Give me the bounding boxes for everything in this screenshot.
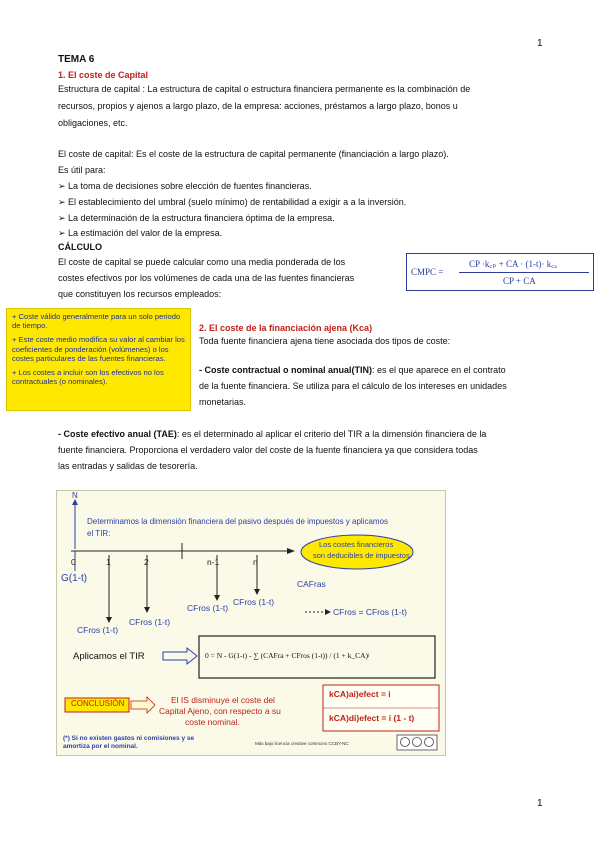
cfros-n1-label: CFros (1-t): [187, 603, 229, 613]
cafras-label: CAFras: [297, 579, 326, 589]
timeline-arrowhead: [287, 548, 295, 554]
tin-line3: monetarias.: [199, 397, 247, 407]
apply-tir-label: Aplicamos el TIR: [73, 651, 145, 662]
tae-text-1: : es el determinado al aplicar el criterio del TIR a la dimensión financiera de la: [176, 429, 487, 439]
bullet-item: ➢ La estimación del valor de la empresa.: [58, 228, 223, 238]
useful-for-label: Es útil para:: [58, 165, 106, 175]
k-result-2: kCA)di)efect = i (1 - t): [329, 713, 415, 723]
footnote-line2: amortiza por el nominal.: [63, 743, 138, 750]
tir-arrow: [163, 648, 197, 664]
tir-slide-image: [56, 490, 446, 756]
cfros2-label: CFros (1-t): [129, 617, 171, 627]
cfros-eq-label: CFros = CFros (1-t): [333, 607, 407, 617]
tick-label-2: 2: [144, 557, 149, 567]
page-heading: TEMA 6: [58, 54, 95, 65]
conclusion-text-line2: Capital Ajeno, con respecto a su: [159, 706, 281, 716]
conclusion-label: CONCLUSIÓN: [71, 699, 125, 708]
cmpc-denominator: CP + CA: [503, 276, 536, 286]
tick-label-1: 1: [106, 557, 111, 567]
calc-text-line1: El coste de capital se puede calcular como una media ponderada de los: [58, 257, 346, 267]
ellipse-text-line2: son deducibles de impuestos: [313, 551, 410, 560]
license-text: Más bajo licencia creative commons CCBY-NC: [255, 741, 349, 746]
cfros-n-label: CFros (1-t): [233, 597, 275, 607]
tae-line3: las entradas y salidas de tesorería.: [58, 461, 198, 471]
tin-line2: de la fuente financiera. Se utiliza para el cálculo de los intereses en unidades: [199, 381, 507, 391]
tir-formula: 0 = N - G(1-t) - ∑ (CAFra + CFros (1-t)) / (1 + k_CA)ʲ: [205, 651, 370, 660]
tick-label-n: n: [253, 557, 258, 567]
tae-line1: [58, 428, 486, 441]
section1-para2: El coste de capital: Es el coste de la estructura de capital permanente (financiación a largo plazo).: [58, 149, 449, 159]
note-item: + Coste válido generalmente para un solo periodo de tiempo.: [12, 312, 181, 331]
page-number-top: 1: [537, 38, 543, 49]
slide-header-line2: el TIR:: [87, 529, 111, 538]
yellow-note: [6, 308, 191, 411]
section2-intro: Toda fuente financiera ajena tiene asociada dos tipos de coste:: [199, 336, 451, 346]
section1-para1-line2: recursos, propios y ajenos a largo plazo, de la empresa: acciones, préstamos a largo plazo, bonos u: [58, 101, 458, 111]
conclusion-arrow: [131, 697, 155, 713]
calc-title: CÁLCULO: [58, 242, 102, 252]
cmpc-numerator: CP ·k꜀ₚ + CA · (1-t)· k꜀ₐ: [469, 259, 557, 269]
note-item: + Los costes a incluir son los efectivos no los contractuales (o nominales).: [12, 368, 164, 387]
tae-line2: fuente financiera. Proporciona el verdadero valor del coste de la fuente financiera ya que considera todas: [58, 445, 478, 455]
calc-text-line2: costes efectivos por los volúmenes de cada una de las fuentes financieras: [58, 273, 355, 283]
section1-para1-line1: Estructura de capital : La estructura de capital o estructura financiera permanente es la combinación de: [58, 84, 471, 94]
tin-text-1: : es el que aparece en el contrato: [372, 365, 506, 375]
k-result-1: kCA)ai)efect = i: [329, 689, 391, 699]
section1-title: 1. El coste de Capital: [58, 70, 149, 80]
conclusion-text-line3: coste nominal.: [185, 717, 240, 727]
note-item: + Este coste medio modifica su valor al cambiar los coeficientes de ponderación (volúmenes) o los costes particulares de las fuentes financieras.: [12, 335, 185, 363]
tick-label-0: 0: [71, 557, 76, 567]
tin-label: - Coste contractual o nominal anual(TIN): [199, 365, 373, 375]
cmpc-lhs: CMPC =: [411, 267, 444, 277]
calc-text-line3: que constituyen los recursos empleados:: [58, 289, 222, 299]
footnote-line1: (*) Si no existen gastos ni comisiones y se: [63, 735, 195, 742]
page-number-bottom: 1: [537, 798, 543, 809]
slide-n-label: N: [72, 491, 78, 500]
slide-header-line1: Determinamos la dimensión financiera del pasivo después de impuestos y aplicamos: [87, 517, 389, 526]
bullet-item: ➢ La determinación de la estructura financiera óptima de la empresa.: [58, 213, 335, 223]
section2-title: 2. El coste de la financiación ajena (Kca): [199, 323, 373, 333]
bullet-item: ➢ La toma de decisiones sobre elección de fuentes financieras.: [58, 181, 312, 191]
section1-para1-line3: obligaciones, etc.: [58, 118, 128, 128]
cfros1-label: CFros (1-t): [77, 625, 119, 635]
fraction-line: [459, 272, 589, 273]
conclusion-text-line1: El IS disminuye el coste del: [171, 695, 275, 705]
bullet-item: ➢ El establecimiento del umbral (suelo mínimo) de rentabilidad a exigir a a la inversión.: [58, 197, 407, 207]
tick-label-n1: n-1: [207, 557, 220, 567]
cmpc-formula-box: [406, 253, 594, 291]
g-label: G(1-t): [61, 573, 88, 584]
tae-label: - Coste efectivo anual (TAE): [58, 429, 177, 439]
ellipse-text-line1: Los costes financieros: [319, 540, 394, 549]
tin-line1: [199, 364, 506, 377]
